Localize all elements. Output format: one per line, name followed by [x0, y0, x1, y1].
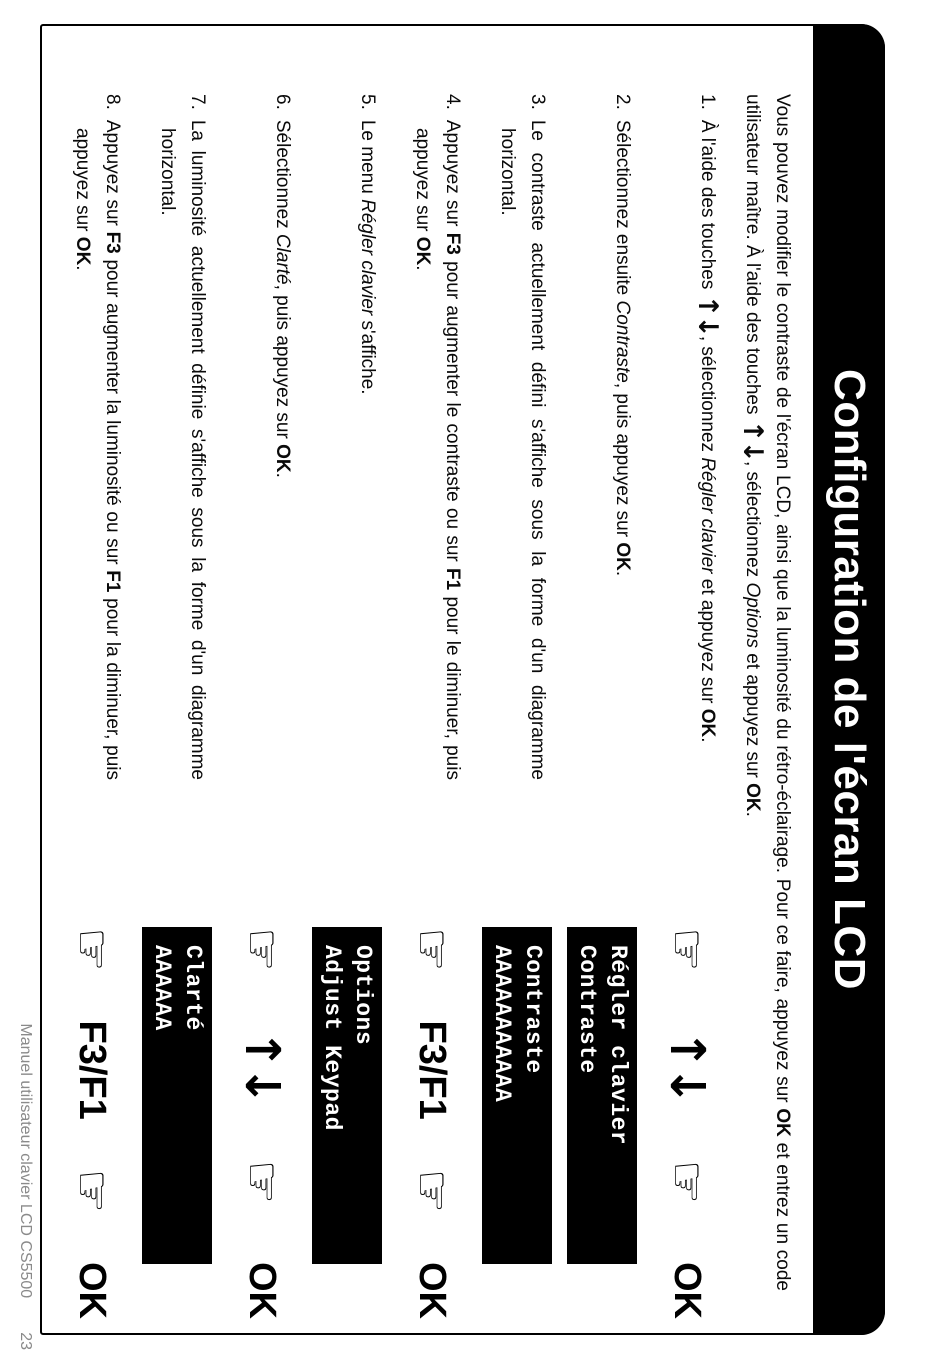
lcd-line-1: Options: [350, 945, 376, 1046]
lcd-line-1: Clarté: [180, 945, 206, 1031]
ok-key-label: OK: [411, 1261, 453, 1319]
step-5-body: Le menu Régler clavier s'affiche.: [357, 119, 378, 395]
lcd-line-2: Contraste: [574, 945, 600, 1074]
lcd-display: [142, 927, 212, 1264]
hand-pointer-icon: ☞: [658, 927, 716, 972]
page-title: Configuration de l'écran LCD: [825, 369, 874, 990]
page-footer: [16, 24, 34, 1350]
step-row-3: [482, 94, 552, 1319]
step-5-text: [352, 94, 382, 780]
hand-pointer-icon: ☞: [403, 927, 461, 972]
step-row-5: [312, 94, 382, 1319]
ok-key-label: OK: [71, 1261, 113, 1319]
intro-paragraph: Vous pouvez modifier le contraste de l'écran LCD, ainsi que la luminosité du rétro-éclairage. Pour ce faire, appuyez sur OK et entrez un code utilisateur maître. À l'aide des touches ↑↓, sélectionnez Options et appuyez sur OK.: [737, 94, 793, 1291]
hand-pointer-icon: ☞: [233, 1159, 291, 1205]
step-7-body: La luminosité actuellement définie s'affiche sous la forme d'un diagramme horizontal.: [157, 119, 208, 780]
ok-key-label: OK: [241, 1261, 283, 1319]
hand-pointer-icon: ☞: [233, 927, 291, 972]
step-8-text: [67, 94, 127, 780]
step-5-number: 5.: [357, 94, 378, 110]
step-1-body: À l'aide des touches ↑↓, sélectionnez Régler clavier et appuyez sur OK.: [692, 119, 723, 743]
step-2-text: [607, 94, 637, 780]
step-8-number: 8.: [102, 94, 123, 110]
step-6-text: [267, 94, 297, 780]
ok-key-label: OK: [666, 1261, 708, 1319]
lcd-line-2: AAAAAAAAAAA: [489, 945, 515, 1103]
step-4-body: Appuyez sur F3 pour augmenter le contraste ou sur F1 pour le diminuer, puis appuyez sur OK.: [412, 119, 463, 780]
up-down-arrows-icon: ↑↓: [234, 1029, 290, 1102]
step-2-number: 2.: [612, 94, 633, 110]
step-3-text: [492, 94, 552, 780]
step-row-1: [652, 94, 722, 1319]
lcd-line-1: Régler clavier: [605, 945, 631, 1146]
lcd-line-2: Adjust Keypad: [319, 945, 345, 1131]
footer-manual-title: Manuel utilisateur clavier LCD CS5500: [17, 1023, 34, 1299]
page-frame: [40, 24, 885, 1335]
hand-pointer-icon: ☞: [63, 1168, 121, 1214]
lcd-line-2: AAAAAA: [149, 945, 175, 1031]
step-7-text: [152, 94, 212, 780]
step-6-key-sequence: [227, 927, 297, 1319]
hand-pointer-icon: ☞: [403, 1168, 461, 1214]
step-1-key-sequence: [652, 927, 722, 1319]
step-6-number: 6.: [272, 94, 293, 110]
step-4-number: 4.: [442, 94, 463, 110]
lcd-display: [482, 927, 552, 1264]
step-7-number: 7.: [187, 94, 208, 110]
f3-f1-key-label: F3/F1: [411, 1020, 453, 1120]
page-number: 23: [17, 1332, 34, 1350]
step-row-6: [227, 94, 297, 1319]
step-row-2: [567, 94, 637, 1319]
up-down-arrows-icon: ↑↓: [659, 1029, 715, 1102]
title-bar: [813, 24, 885, 1335]
step-1-number: 1.: [697, 94, 718, 110]
page-content: [42, 26, 813, 1333]
hand-pointer-icon: ☞: [63, 927, 121, 972]
step-4-text: [407, 94, 467, 780]
step-3-body: Le contraste actuellement défini s'affiche sous la forme d'un diagramme horizontal.: [497, 119, 548, 780]
step-6-body: Sélectionnez Clarté, puis appuyez sur OK.: [272, 119, 293, 478]
lcd-display: [567, 927, 637, 1264]
step-4-key-sequence: [397, 927, 467, 1319]
step-8-body: Appuyez sur F3 pour augmenter la luminosité ou sur F1 pour la diminuer, puis appuyez sur OK.: [72, 119, 123, 780]
step-row-7: [142, 94, 212, 1319]
lcd-display: [312, 927, 382, 1264]
f3-f1-key-label: F3/F1: [71, 1020, 113, 1120]
lcd-line-1: Contraste: [520, 945, 546, 1074]
step-8-key-sequence: [57, 927, 127, 1319]
step-2-body: Sélectionnez ensuite Contraste, puis appuyez sur OK.: [612, 119, 633, 577]
step-3-number: 3.: [527, 94, 548, 110]
step-1-text: [692, 94, 722, 780]
step-row-4: [397, 94, 467, 1319]
step-row-8: [57, 94, 127, 1319]
hand-pointer-icon: ☞: [658, 1159, 716, 1205]
